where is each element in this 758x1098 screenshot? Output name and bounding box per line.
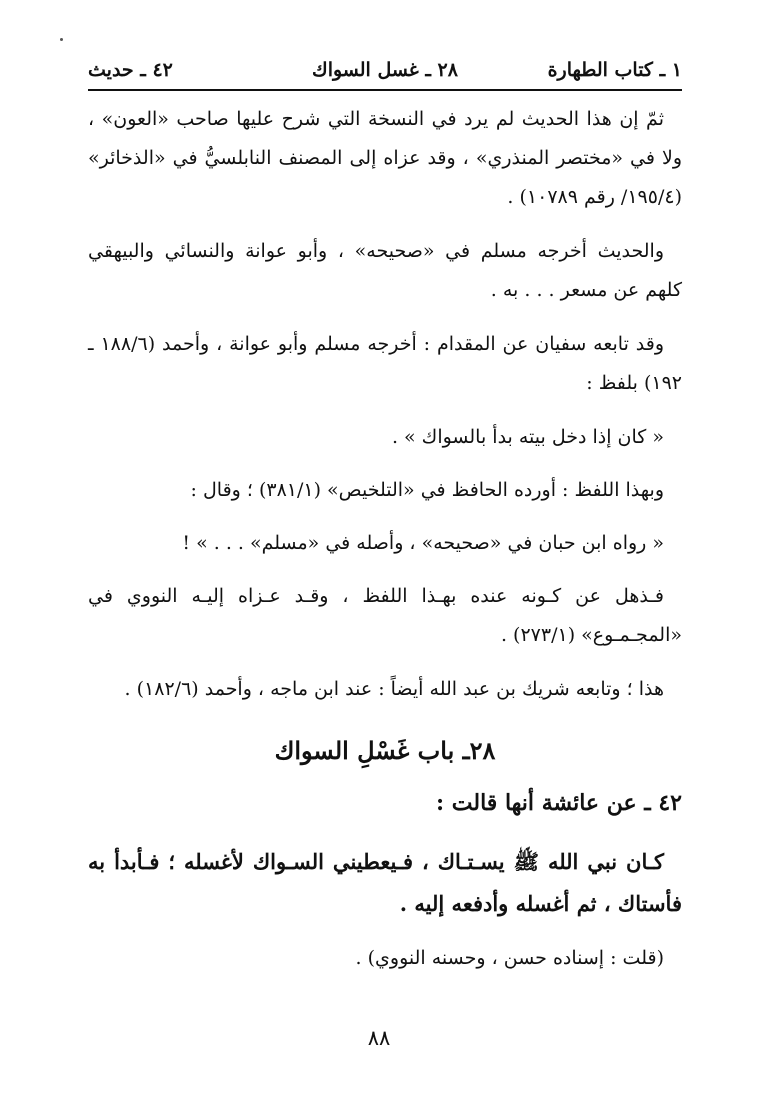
header-chapter-title: ٢٨ ـ غسل السواك — [312, 59, 458, 81]
page-body — [88, 100, 682, 978]
scan-speck — [60, 38, 63, 41]
paragraph-1: ثمّ إن هذا الحديث لم يرد في النسخة التي شرح عليها صاحب «العون» ، ولا في «مختصر المنذري» ، وقد عزاه إلى المصنف النابلسيُّ في «الذخائر» (١٩٥/٤/ رقم ١٠٧٨٩) . — [88, 108, 682, 208]
chapter-heading: ٢٨ـ باب غَسْلِ السواك — [274, 736, 496, 765]
paragraph-5: وبهذا اللفظ : أورده الحافظ في «التلخيص» (٣٨١/١) ؛ وقال : — [190, 479, 664, 501]
page-number: ٨٨ — [367, 1026, 391, 1050]
paragraph-7: فـذهل عن كـونه عنده بهـذا اللفظ ، وقـد عـزاه إليـه النووي في «المجـمـوع» (٢٧٣/١) . — [88, 585, 682, 646]
paragraph-6-quote: « رواه ابن حبان في «صحيحه» ، وأصله في «مسلم» . . . » ! — [182, 532, 664, 554]
paragraph-4-quote: « كان إذا دخل بيته بدأ بالسواك » . — [391, 426, 664, 448]
paragraph-8: هذا ؛ وتابعه شريك بن عبد الله أيضاً : عند ابن ماجه ، وأحمد (١٨٢/٦) . — [124, 678, 664, 700]
paragraph-2: والحديث أخرجه مسلم في «صحيحه» ، وأبو عوانة والنسائي والبيهقي كلهم عن مسعر . . . به . — [88, 240, 682, 301]
running-header — [88, 55, 682, 91]
paragraph-3: وقد تابعه سفيان عن المقدام : أخرجه مسلم وأبو عوانة ، وأحمد (١٨٨/٦ ـ ١٩٢) بلفظ : — [88, 333, 682, 394]
hadith-heading: ٤٢ ـ عن عائشة أنها قالت : — [435, 790, 682, 816]
hadith-text: كـان نبي الله ﷺ يسـتـاك ، فـيعطيني السـواك لأغسله ؛ فـأبدأ به فأستاك ، ثم أغسله وأدفعه إليه . — [88, 849, 682, 916]
header-hadith-number: ٤٢ ـ حديث — [88, 59, 173, 81]
header-book-title: ١ ـ كتاب الطهارة — [547, 59, 682, 81]
hadith-grading-note: (قلت : إسناده حسن ، وحسنه النووي) . — [355, 947, 664, 969]
